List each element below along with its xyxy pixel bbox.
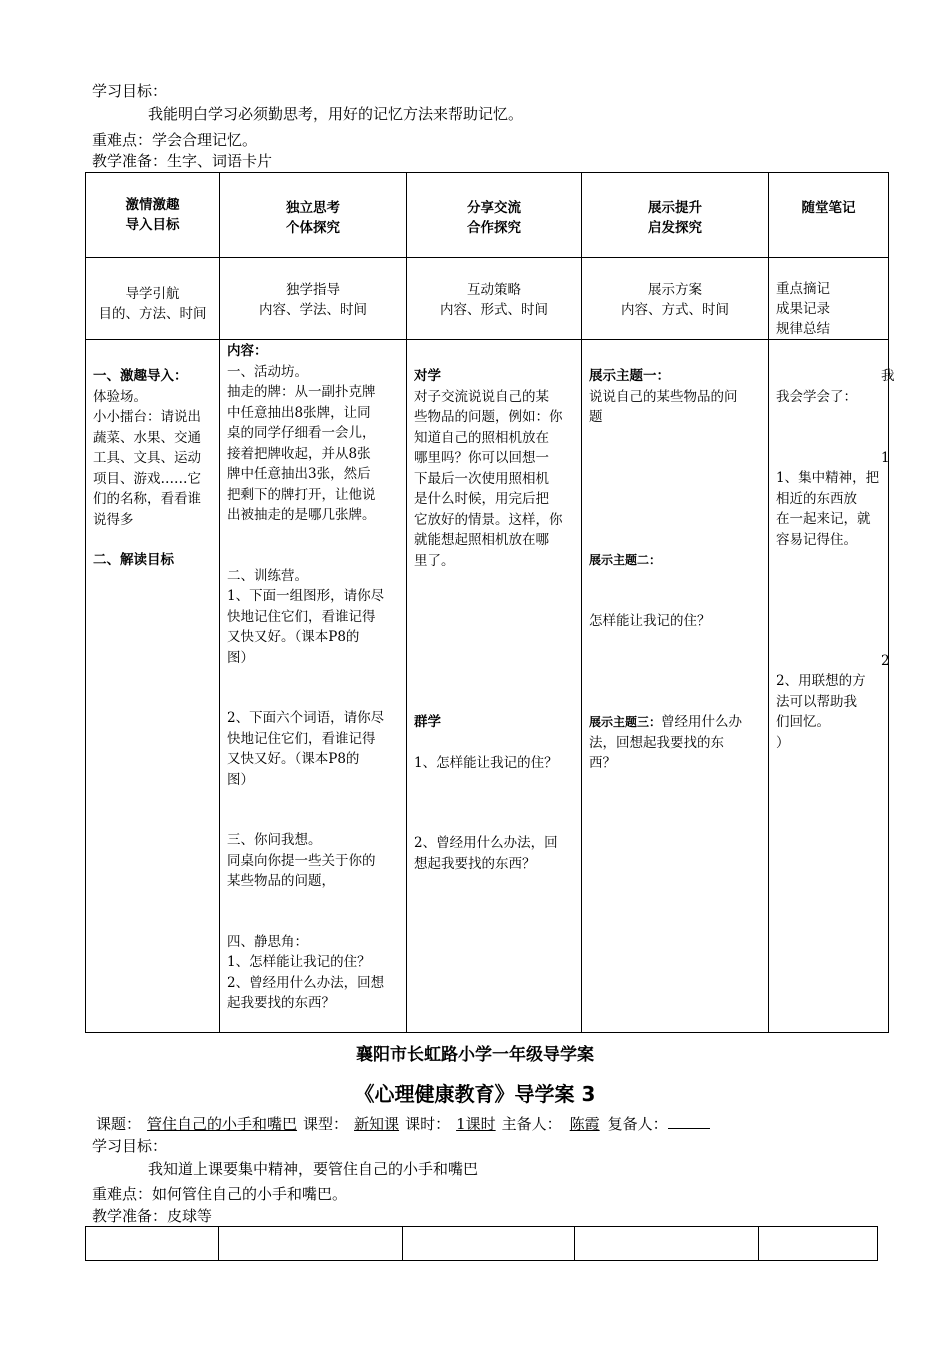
intro-heading: 一、激趣导入： (93, 368, 188, 384)
learning-goal-text: 我能明白学习必须勤思考，用好的记忆方法来帮助记忆。 (148, 105, 524, 123)
key-point: 重难点：学会合理记忆。 (92, 131, 258, 149)
col4-topic-3: 展示主题三：曾经用什么办 法，回想起我要找的东 西？ (589, 714, 743, 771)
bottom-goal-text: 我知道上课要集中精神，要管住自己的小手和嘴巴 (148, 1160, 479, 1178)
subheader-col-1: 导学引航 目的、方法、时间 (98, 286, 207, 322)
lesson-title: 《心理健康教育》导学案 3 (354, 1082, 596, 1106)
header-col-2: 独立思考 个体探究 (286, 200, 340, 236)
subheader-col-3: 互动策略 内容、形式、时间 (440, 282, 548, 318)
header-col-4: 展示提升 启发探究 (648, 200, 702, 236)
col4-topic-2: 展示主题二： 怎样能让我记的住？ (589, 553, 711, 629)
header-col-3: 分享交流 合作探究 (467, 200, 521, 236)
goal-heading: 二、解读目标 (93, 552, 174, 568)
col1-body: 一、激趣导入： 体验场。 小小擂台：请说出 蔬菜、水果、交通 工具、文具、运动 项目、游戏……它 们的名称，看看谁 说得多 二、解读目标 (93, 366, 217, 571)
notes-number-2: 2 (881, 653, 890, 669)
group-study-heading: 群学 (414, 714, 441, 730)
notes-item-2: 2、用联想的方 法可以帮助我 们回忆。 ） (776, 673, 866, 751)
notes-learned: 我会学会了： (776, 389, 857, 405)
bottom-key-point: 重难点：如何管住自己的小手和嘴巴。 (92, 1185, 348, 1203)
reviewer-blank (668, 1114, 710, 1129)
school-title: 襄阳市长虹路小学一年级导学案 (356, 1045, 594, 1065)
learning-goal-label: 学习目标： (92, 82, 168, 100)
subheader-col-2: 独学指导 内容、学法、时间 (259, 282, 367, 318)
pair-study-heading: 对学 (414, 368, 441, 384)
preparer-value: 陈霞 (569, 1115, 600, 1133)
bottom-teaching-prep: 教学准备：皮球等 (92, 1207, 213, 1225)
subheader-col-5: 重点摘记 成果记录 规律总结 (776, 281, 830, 337)
col4-topic-1: 展示主题一： 说说自己的某些物品的问 题 (589, 368, 738, 425)
header-col-1: 激情激趣 导入目标 (125, 197, 180, 233)
hours-value: 1课时 (456, 1115, 496, 1133)
bottom-goal-label: 学习目标： (92, 1137, 168, 1155)
topic-value: 管住自己的小手和嘴巴 (147, 1115, 298, 1133)
teaching-prep: 教学准备：生字、词语卡片 (92, 152, 273, 170)
subheader-col-4: 展示方案 内容、方式、时间 (621, 282, 729, 318)
col2-body: 内容： 一、活动坊。 抽走的牌：从一副扑克牌 中任意抽出8张牌，让同 桌的同学仔细看一会儿， 接着把牌收起，并从8张 牌中任意抽出3张，然后 把剩下的牌打开，让他说 出被抽走的是哪几张牌。 二、训练营。 1、下面一组图形，请你尽 快地记住它们，看谁记得 又快又好。（课本P8的 图） 2、下面六个词语，请你尽 快地记住它们，看谁记得 又快又好。（课本P8的 图） 三、你问我想。 同桌向你提一些关于你的 某些物品的问题， 四、静思角： 1、怎样能让我记的住？ 2、曾经用什么办法，回想 起我要找的东西？ (227, 343, 385, 1011)
notes-wo: 我 (881, 368, 895, 384)
type-value: 新知课 (354, 1115, 400, 1133)
col3-body: 对学 对子交流说说自己的某 些物品的问题，例如：你 知道自己的照相机放在 哪里吗？你可以回想一 下最后一次使用照相机 是什么时候，用完后把 它放好的情景。这样，你 就能想起照相机放在哪 里了。 (414, 366, 580, 571)
col3-group: 群学 1、怎样能让我记的住？ 2、曾经用什么办法，回 想起我要找的东西？ (414, 712, 580, 874)
notes-number-1: 1 (881, 450, 890, 466)
header-col-5: 随堂笔记 (801, 200, 856, 216)
lesson-meta: 课题： 管住自己的小手和嘴巴 课型： 新知课 课时： 1课时 主备人： 陈霞 复备人： (96, 1114, 710, 1134)
notes-item-1: 1、集中精神，把 相近的东西放 在一起来记，就 容易记得住。 (776, 470, 880, 548)
